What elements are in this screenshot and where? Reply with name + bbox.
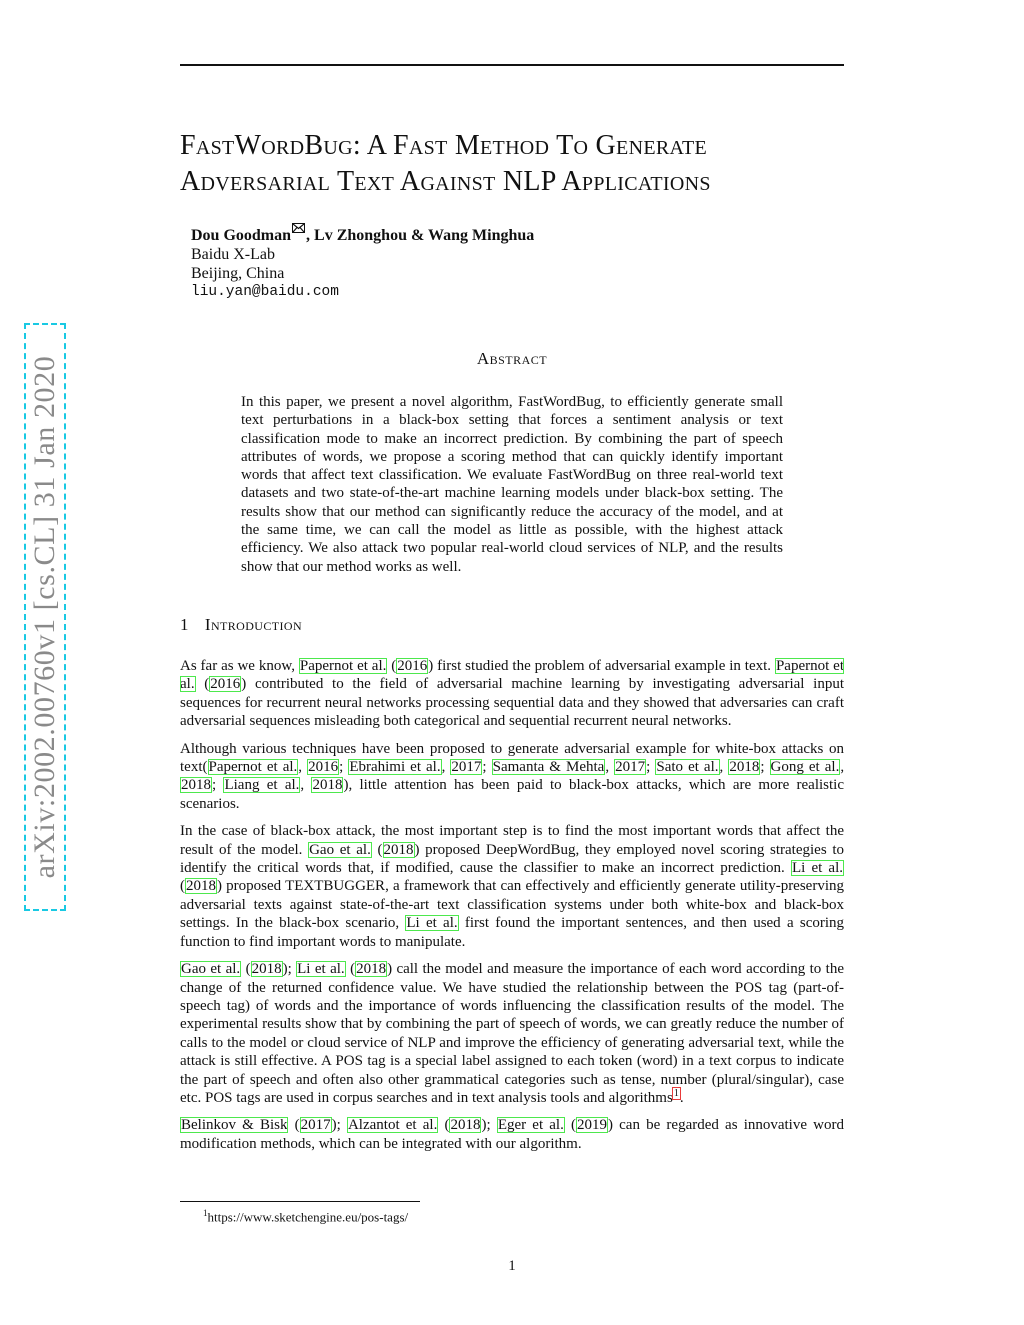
citation-link[interactable]: Li et al. — [406, 915, 458, 932]
footnote-rule — [180, 1201, 420, 1202]
citation-link[interactable]: Gao et al. — [309, 841, 371, 858]
citation-link[interactable]: 2019 — [577, 1117, 607, 1134]
citation-link[interactable]: 2016 — [210, 676, 241, 693]
text: ) proposed DeepWordBug, they employed novel scoring strategies to identify the critical words that, if modified, cause the classifier to make an incorrect prediction. — [180, 841, 845, 877]
citation-link[interactable]: 2018 — [251, 961, 282, 978]
citation-link[interactable]: 2018 — [450, 1117, 481, 1134]
author-names — [191, 226, 534, 245]
footnote-url[interactable]: https://www.sketchengine.eu/pos-tags/ — [207, 1209, 409, 1225]
abstract-heading: Abstract — [476, 349, 548, 368]
citation-link[interactable]: Li et al. — [297, 961, 345, 978]
citation-link[interactable]: 2017 — [300, 1117, 331, 1134]
citation-link[interactable]: Papernot et al. — [299, 658, 387, 674]
abstract-text: In this paper, we present a novel algorithm, FastWordBug, to efficiently generate small text perturbations in a black-box setting that forces a sentiment analysis or text classification mode to make an incorrect prediction. By combining the part of speech attributes of words, we propose a scoring method that can quickly identify important words that affect text classification. We evaluate FastWordBug on three real-world text datasets and two state-of-the-art machine learning models under black-box setting. The results show that our method can significantly reduce the accuracy of the model, and at the same time, we can call the model as little as possible, with the highest attack efficiency. We also attack two popular real-world cloud services of NLP, and the results show that our method works as well. — [241, 394, 783, 575]
footnote — [203, 1208, 408, 1225]
text: ) can be regarded as innovative word modification methods, which can be integrated with our algorithm. — [180, 1117, 844, 1152]
citation-link[interactable]: Li et al. — [791, 860, 844, 877]
citation-link[interactable]: 2016 — [397, 658, 428, 674]
citation-link[interactable]: Gao et al. — [181, 961, 241, 978]
text: first found the important sentences, and then used a scoring function to find important words to manipulate. — [180, 915, 845, 950]
email[interactable]: liu.yan@baidu.com — [191, 284, 339, 300]
citation-link[interactable]: Eger et al. — [497, 1117, 564, 1134]
paragraph: As far as we know, Papernot et al. (2016) first studied the problem of adversarial example in text. Papernot et al. (2016) contributed to the field of adversarial machine learning by investigating adversarial input sequences for recurrent neural networks processing sequential data and they showed that adversaries can craft adversarial sequences misleading both categorical and sequential recurrent neural networks. — [180, 658, 844, 730]
author-block — [191, 226, 534, 302]
paragraph: Belinkov & Bisk (2017); Alzantot et al. (2018); Eger et al. (2019) can be regarded as innovative word modification methods, which can be integrated with our algorithm. — [180, 1117, 844, 1152]
author-tail: , Lv Zhonghou & Wang Minghua — [306, 227, 535, 244]
citation-link[interactable]: 2017 — [615, 759, 646, 776]
paper-title — [180, 128, 844, 200]
text: In the case of black-box attack, the most important step is to find the most important words that affect the result of the model. — [180, 823, 844, 858]
citation-link[interactable]: 2018 — [729, 759, 760, 776]
citation-link[interactable]: Alzantot et al. — [347, 1117, 438, 1134]
arxiv-stamp[interactable] — [24, 323, 66, 911]
title-line-2: Adversarial Text Against NLP Applications — [180, 166, 711, 197]
author-lead: Dou Goodman — [191, 227, 292, 244]
section-number: 1 — [180, 615, 189, 634]
citation-link[interactable]: 2018 — [186, 878, 216, 895]
arxiv-stamp-text: arXiv:2002.00760v1 [cs.CL] 31 Jan 2020 — [28, 355, 61, 879]
citation-link[interactable]: 2018 — [356, 961, 387, 978]
citation-link[interactable]: Papernot et al. — [180, 658, 844, 693]
citation-link[interactable]: 2018 — [383, 841, 414, 858]
title-line-1: FastWordBug: A Fast Method To Generate — [180, 130, 708, 161]
citation-link[interactable]: Liang et al. — [224, 777, 300, 794]
text: Although various techniques have been proposed to generate adversarial example for white-box attacks on text( — [180, 740, 844, 776]
text: As far as we know, — [180, 658, 299, 674]
citation-link[interactable]: 2016 — [308, 759, 339, 776]
text: ) proposed TEXTBUGGER, a framework that can effectively and efficiently generate utility-preserving adversarial texts against state-of-the-art text classification systems under both white-box and black-box settings. In the black-box scenario, — [180, 878, 844, 932]
top-rule — [180, 64, 844, 66]
text: ) call the model and measure the importance of each word according to the change of the returned confidence value. We have studied the relationship between the POS tag (part-of-speech tag) of words and the importance of words influencing the classification results of the model. The experimental results show that by combining the part of speech of words, we can greatly reduce the number of calls to the model or cloud service of NLP and improve the efficiency of generating adversarial text, while the attack is still effective. A POS tag is a special label assigned to each token (word) in a text corpus to indicate the part of speech and often also other grammatical categories such as tense, number (plural/singular), case etc. POS tags are used in corpus searches and in text analysis tools and algorithms — [180, 961, 844, 1106]
citation-link[interactable]: 2018 — [312, 777, 343, 794]
paragraph: In the case of black-box attack, the most important step is to find the most important words that affect the result of the model. Gao et al. (2018) proposed DeepWordBug, they employed novel scoring strategies to identify the critical words that, if modified, cause the classifier to make an incorrect prediction. Li et al. (2018) proposed TEXTBUGGER, a framework that can effectively and efficiently generate utility-preserving adversarial texts against state-of-the-art text classification systems under both white-box and black-box settings. In the black-box scenario, Li et al. first found the important sentences, and then used a scoring function to find important words to manipulate. — [180, 823, 845, 950]
footnote-mark: 1 — [203, 1208, 208, 1218]
text: ) first studied the problem of adversarial example in text. — [428, 658, 772, 674]
introduction-body — [180, 657, 844, 1162]
affiliation: Baidu X-Lab — [191, 246, 275, 263]
location: Beijing, China — [191, 265, 285, 282]
citation-link[interactable]: Ebrahimi et al. — [349, 759, 441, 776]
text: ), little attention has been paid to black-box attacks, which are more realistic scenarios. — [180, 777, 845, 812]
section-heading — [180, 615, 302, 635]
citation-link[interactable]: 2017 — [451, 759, 482, 776]
page-number: 1 — [508, 1258, 516, 1274]
paragraph: Gao et al. (2018); Li et al. (2018) call the model and measure the importance of each word according to the change of the returned confidence value. We have studied the relationship between the POS tag (part-of-speech tag) of words and the importance of words influencing the classification results of the model. The experimental results show that by combining the part of speech of words, we can greatly reduce the number of calls to the model or cloud service of NLP and improve the efficiency of generating adversarial text, while the attack is still effective. A POS tag is a special label assigned to each token (word) in a text corpus to indicate the part of speech and often also other grammatical categories such as tense, number (plural/singular), case etc. POS tags are used in corpus searches and in text analysis tools and algorithms$^1$. — [180, 961, 844, 1106]
envelope-icon — [292, 223, 305, 233]
footnote-link[interactable]: 1 — [673, 1087, 679, 1099]
text: ) contributed to the field of adversarial machine learning by investigating adversarial input sequences for recurrent neural networks processing sequential data and they showed that adversaries can craft adversarial sequences misleading both categorical and sequential recurrent neural networks. — [180, 676, 844, 730]
paragraph: Although various techniques have been proposed to generate adversarial example for white-box attacks on text(Papernot et al., 2016; Ebrahimi et al., 2017; Samanta & Mehta, 2017; Sato et al., 2018; Gong et al., 2018; Liang et al., 2018), little attention has been paid to black-box attacks, which are more realistic scenarios. — [180, 740, 845, 812]
citation-link[interactable]: Papernot et al. — [208, 759, 298, 776]
section-title: Introduction — [204, 615, 303, 634]
citation-link[interactable]: 2018 — [181, 777, 211, 794]
citation-link[interactable]: Gong et al. — [770, 759, 840, 776]
citation-link[interactable]: Sato et al. — [656, 759, 719, 776]
citation-link[interactable]: Belinkov & Bisk — [181, 1117, 288, 1134]
citation-link[interactable]: Samanta & Mehta — [492, 759, 605, 776]
